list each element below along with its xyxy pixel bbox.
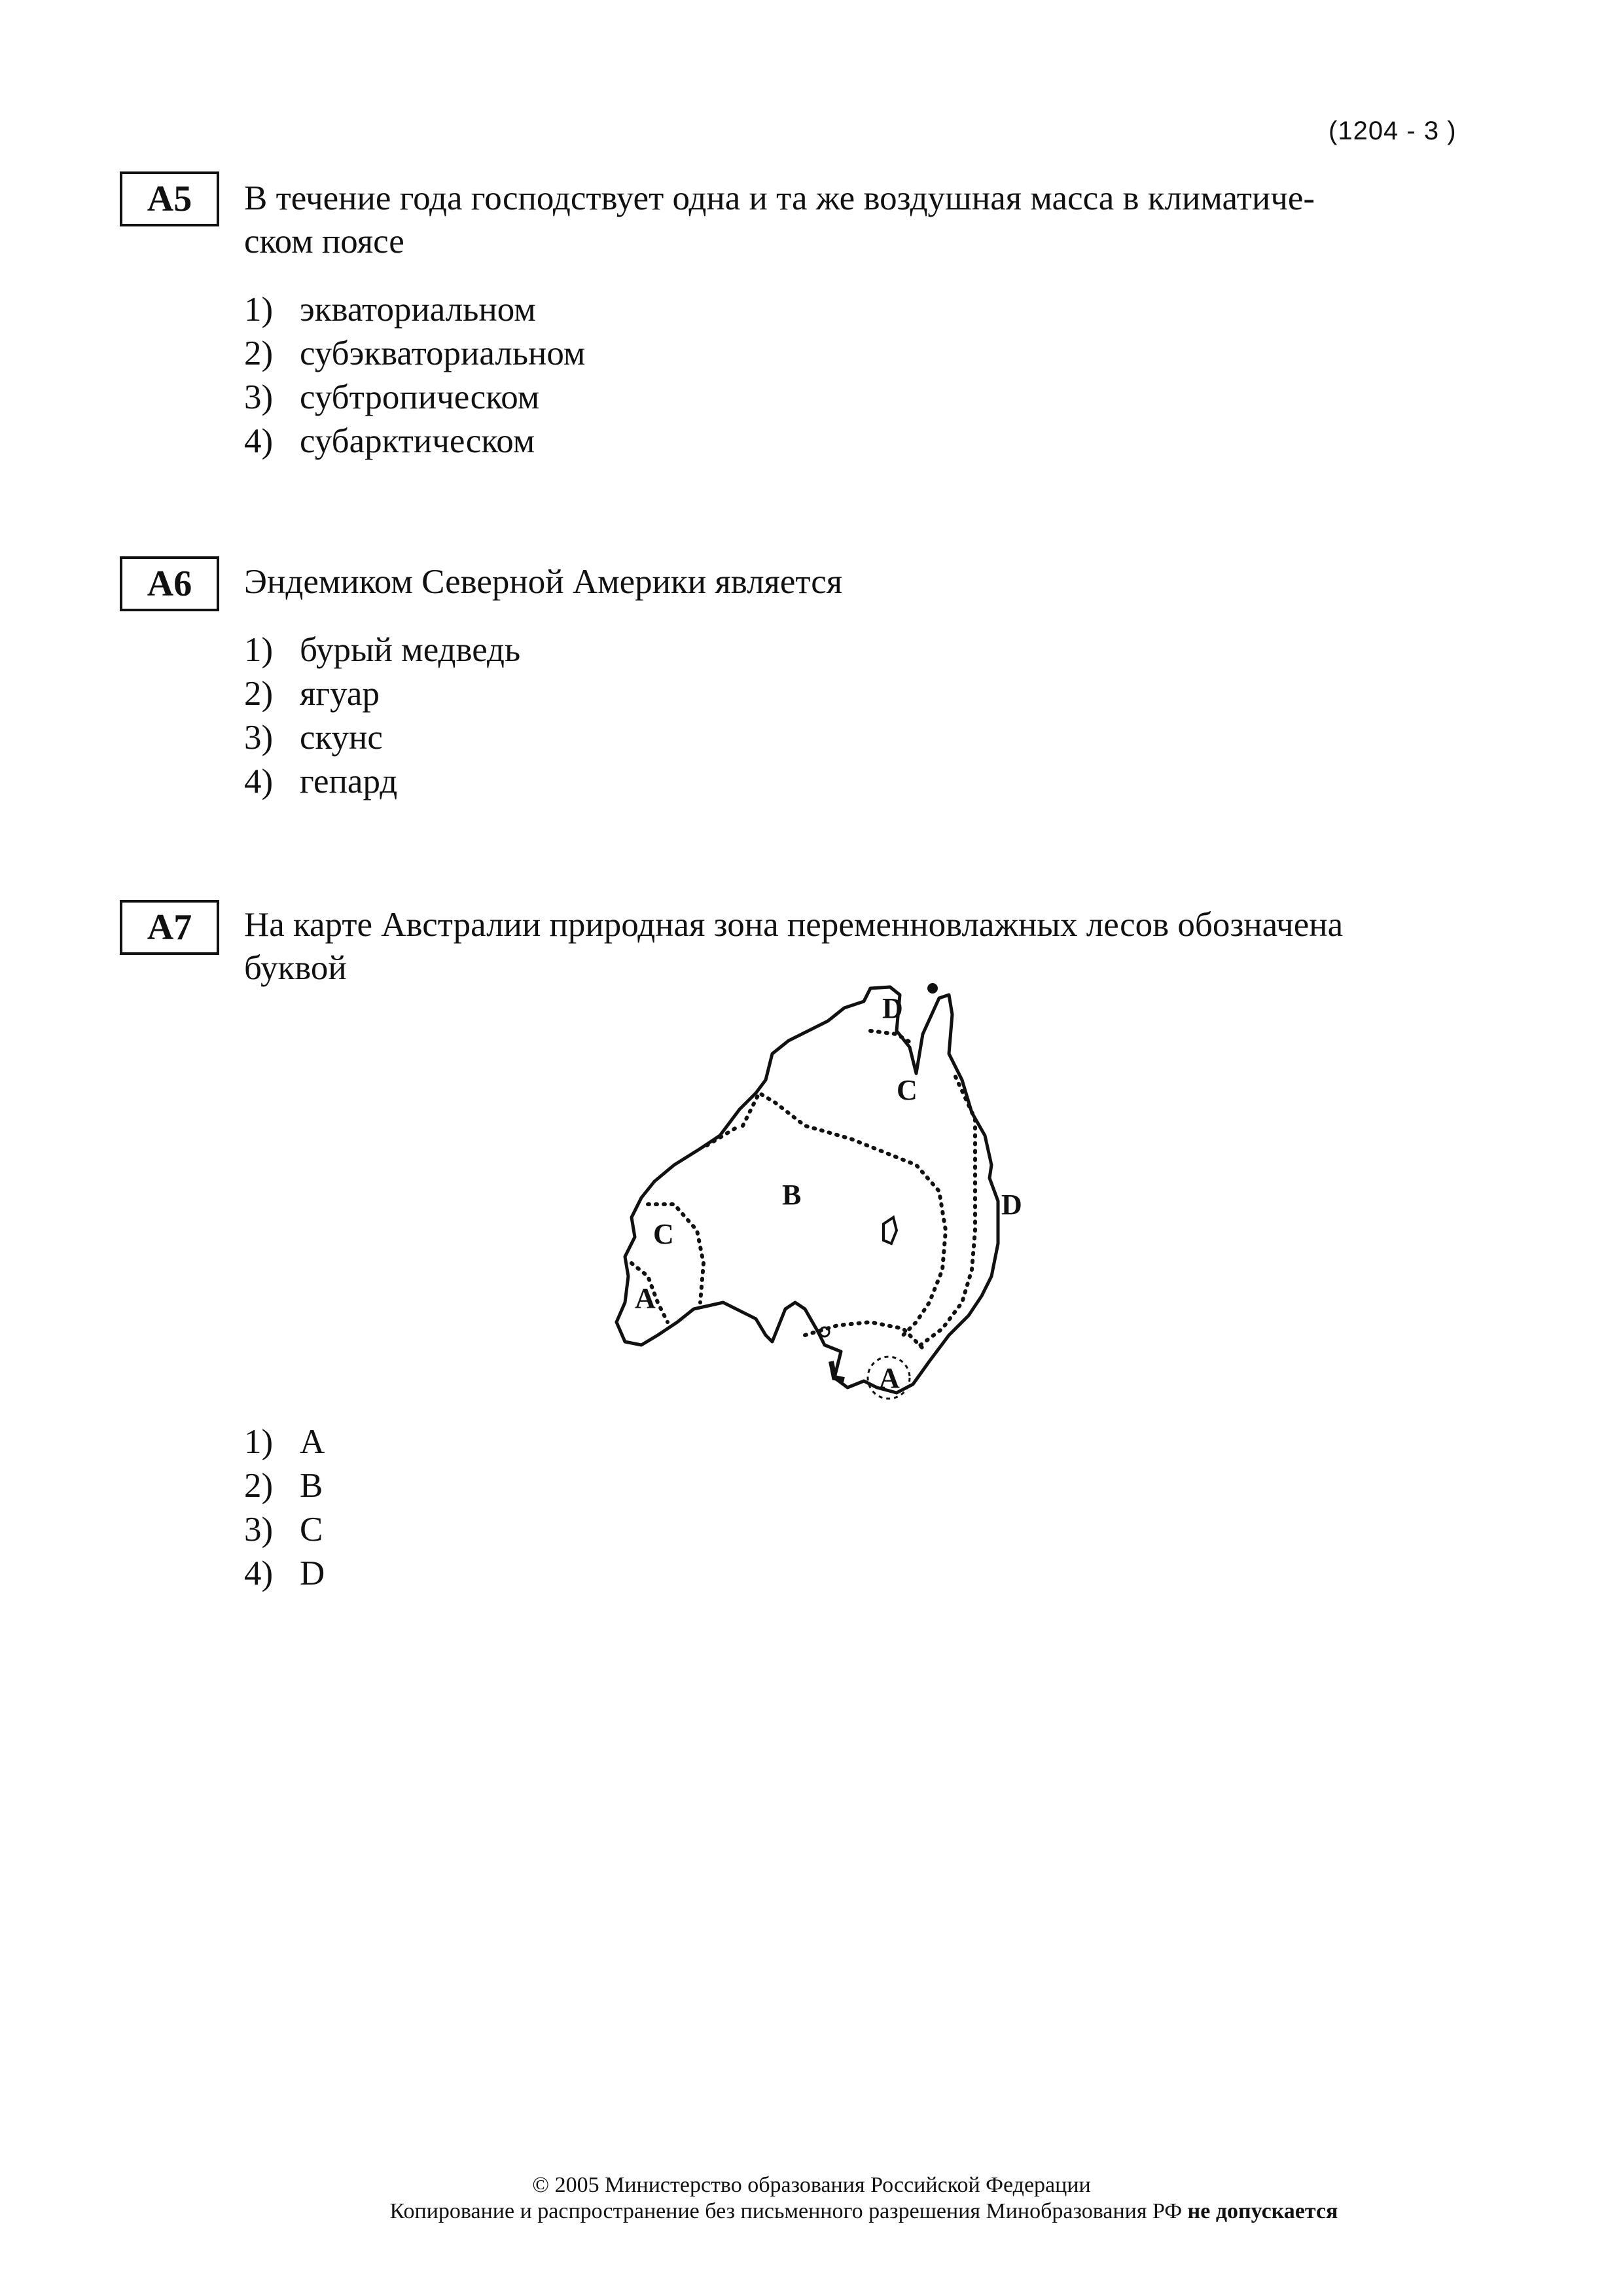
footer-copyright: © 2005 Министерство образования Российской Федерации xyxy=(532,2173,1091,2197)
zone-boundaries xyxy=(632,1031,975,1348)
island-2 xyxy=(927,983,938,994)
question-a7-line1: На карте Австралии природная зона переменновлажных лесов обозначена xyxy=(244,906,1344,944)
map-label-d-north: D xyxy=(882,992,903,1024)
option-a6-4[interactable]: 4) гепард xyxy=(244,762,398,800)
australia-map-svg xyxy=(609,969,1106,1427)
option-a6-1[interactable]: 1) бурый медведь xyxy=(244,631,521,669)
map-label-a-west: A xyxy=(635,1282,656,1314)
boundary-d-north xyxy=(870,1031,913,1044)
map-label-d-east: D xyxy=(1001,1189,1022,1221)
task-label-a6: A6 xyxy=(120,556,219,611)
boundary-c-d-east xyxy=(916,1077,975,1348)
question-a5-line1: В течение года господствует одна и та же воздушная масса в климатиче- xyxy=(244,179,1315,217)
question-a7-line2: буквой xyxy=(244,949,347,987)
options-a5 xyxy=(244,288,585,463)
map-label-b-center: B xyxy=(782,1179,802,1211)
option-a7-4[interactable]: 4) D xyxy=(244,1554,325,1592)
boundary-b-c xyxy=(743,1093,946,1335)
option-a6-2[interactable]: 2) ягуар xyxy=(244,675,380,713)
page-code: (1204 - 3 ) xyxy=(1329,117,1457,145)
option-a7-1[interactable]: 1) A xyxy=(244,1423,325,1461)
task-label-a7: A7 xyxy=(120,900,219,955)
option-a7-2[interactable]: 2) B xyxy=(244,1467,323,1505)
map-label-c-north: C xyxy=(897,1074,918,1106)
option-a7-3[interactable]: 3) C xyxy=(244,1511,323,1549)
question-a5 xyxy=(244,177,1488,263)
question-a6 xyxy=(244,560,1488,603)
australia-map xyxy=(609,969,1106,1427)
footer-notice xyxy=(52,2199,1623,2224)
option-a5-2[interactable]: 2) субэкваториальном xyxy=(244,334,586,372)
question-a6-line1: Эндемиком Северной Америки является xyxy=(244,563,843,601)
option-a5-1[interactable]: 1) экваториальном xyxy=(244,291,536,329)
footer-notice-bold: не допускается xyxy=(1187,2199,1338,2223)
option-a6-3[interactable]: 3) скунс xyxy=(244,719,383,757)
lake-eyre xyxy=(883,1217,897,1244)
options-a7 xyxy=(244,1420,325,1596)
option-a5-4[interactable]: 4) субарктическом xyxy=(244,422,535,460)
options-a6 xyxy=(244,628,520,804)
map-label-c-west: C xyxy=(653,1218,674,1250)
map-label-a-south: A xyxy=(879,1362,900,1394)
question-a5-line2: ском поясе xyxy=(244,223,404,260)
footer-notice-regular: Копирование и распространение без письменного разрешения Минобразования РФ xyxy=(389,2199,1183,2223)
option-a5-3[interactable]: 3) субтропическом xyxy=(244,378,540,416)
task-label-a5: A5 xyxy=(120,171,219,226)
